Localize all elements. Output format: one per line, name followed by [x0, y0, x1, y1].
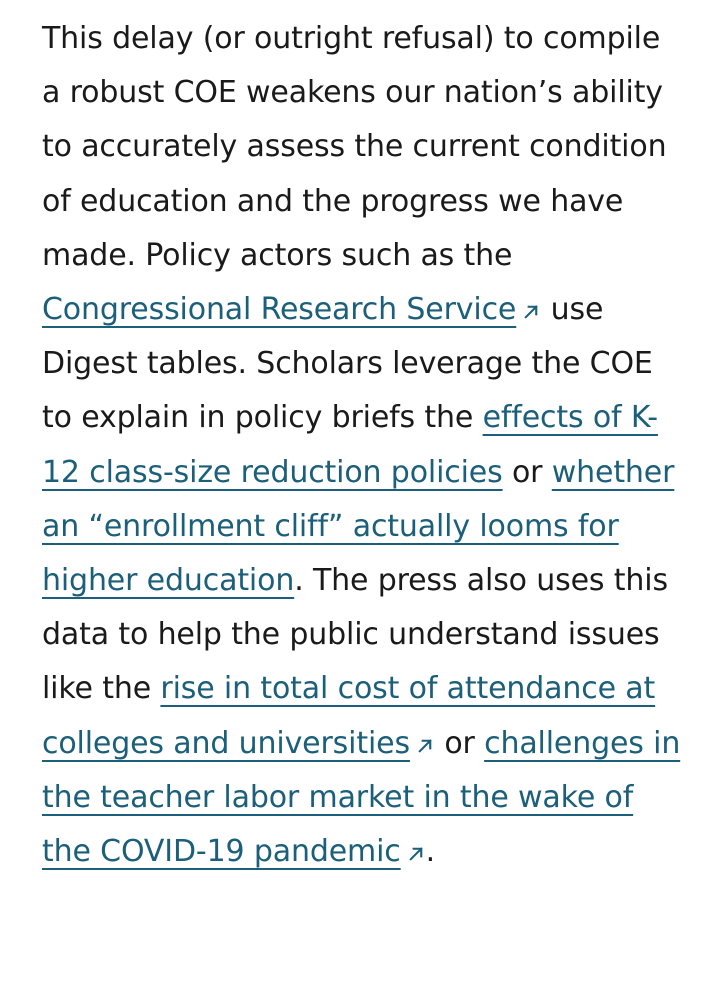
external-link-icon	[522, 302, 541, 321]
link-class-size-reduction[interactable]: effects of K-12 class-size reduction policies	[42, 400, 658, 490]
link-enrollment-cliff[interactable]: whether an “enrollment cliff” actually looms for higher education	[42, 454, 675, 599]
paragraph-text: . The press also uses this data to help the public understand issues like the	[42, 563, 668, 707]
paragraph-text: or	[434, 725, 485, 761]
external-link-icon	[407, 844, 426, 863]
paragraph-text: .	[425, 834, 436, 870]
link-label: Congressional Research Service	[42, 292, 517, 328]
link-label: challenges in the teacher labor market in the wake of the COVID-19 pandemic	[42, 725, 681, 870]
paragraph-text: use Digest tables. Scholars leverage the COE to explain in policy briefs the	[42, 292, 653, 436]
paragraph	[42, 12, 682, 879]
link-label: rise in total cost of attendance at colleges and universities	[42, 671, 656, 761]
link-congressional-research-service[interactable]	[42, 292, 541, 327]
paragraph-text: or	[502, 454, 552, 490]
paragraph-text: This delay (or outright refusal) to compile a robust COE weakens our nation’s ability to accurately assess the current condition of education and the progress we have made. Policy actors such as the	[42, 21, 667, 273]
article-body	[42, 12, 682, 879]
external-link-icon	[416, 736, 435, 755]
